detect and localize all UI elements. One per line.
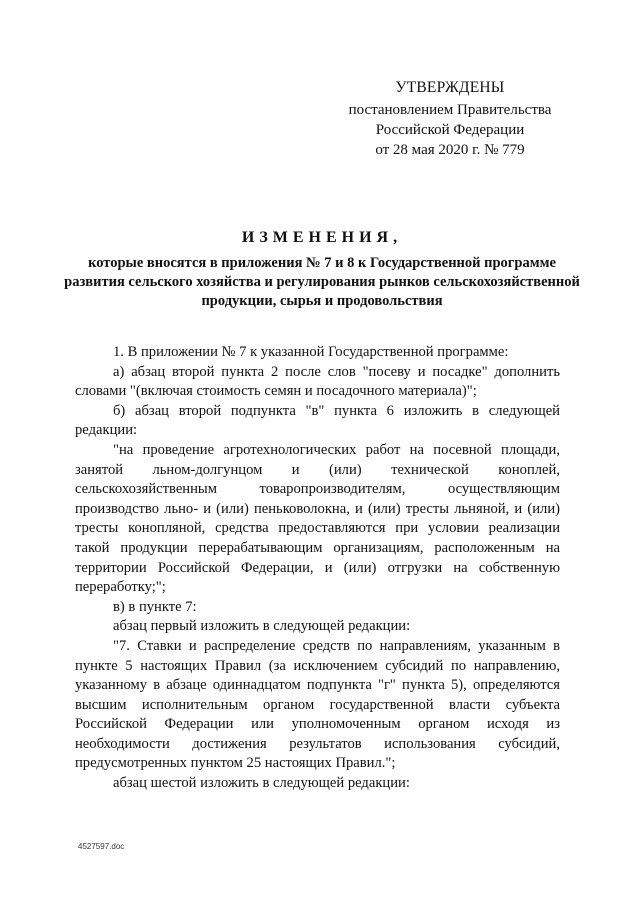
paragraph: б) абзац второй подпункта "в" пункта 6 изложить в следующей редакции: [75, 402, 560, 439]
paragraph: абзац первый изложить в следующей редакции: [113, 618, 411, 635]
title-main: ИЗМЕНЕНИЯ, [241, 229, 403, 246]
paragraph: "на проведение агротехнологических работ на посевной площади, занятой льном-долгунцом и (или) технической коноплей, сельскохозяйственным товаропроизводителям, осуществляющим производство льно- и (или) пеньковолокна, и (или) тресты льняной, и (или) тресты конопляной, средства предоставляются при условии реализации такой продукции перерабатывающим организациям, расположенным на территории Российской Федерации, и (или) отгрузки на собственную переработку;"; [75, 441, 560, 596]
approval-line-2: Российской Федерации [375, 122, 525, 138]
paragraph: абзац шестой изложить в следующей редакции: [113, 775, 410, 792]
document-body [75, 343, 560, 794]
paragraph: в) в пункте 7: [113, 598, 197, 615]
document-title [60, 228, 584, 311]
paragraph: а) абзац второй пункта 2 после слов "посеву и посадке" дополнить словами "(включая стоимость семян и посадочного материала)"; [75, 363, 560, 400]
approval-heading: УТВЕРЖДЕНЫ [395, 79, 505, 96]
paragraph: "7. Ставки и распределение средств по направлениям, указанным в пункте 5 настоящих Правил (за исключением субсидий по направлению, указанному в абзаце одиннадцатом подпункта "г" пункта 5), определяются высшим исполнительным органом государственной власти субъекта Российской Федерации или уполномоченным органом исходя из необходимости достижения результатов использования субсидий, предусмотренных пунктом 25 настоящих Правил."; [75, 637, 560, 772]
footer-doc-id: 4527597.doc [78, 842, 125, 851]
approval-line-3: от 28 мая 2020 г. № 779 [375, 142, 525, 158]
paragraph: 1. В приложении № 7 к указанной Государственной программе: [113, 344, 509, 360]
approval-block [340, 78, 560, 160]
title-subtitle: которые вносятся в приложения № 7 и 8 к Государственной программе развития сельского хозяйства и регулирования рынков сельскохозяйственной продукции, сырья и продовольствия [64, 255, 580, 309]
approval-line-1: постановлением Правительства [348, 102, 552, 118]
